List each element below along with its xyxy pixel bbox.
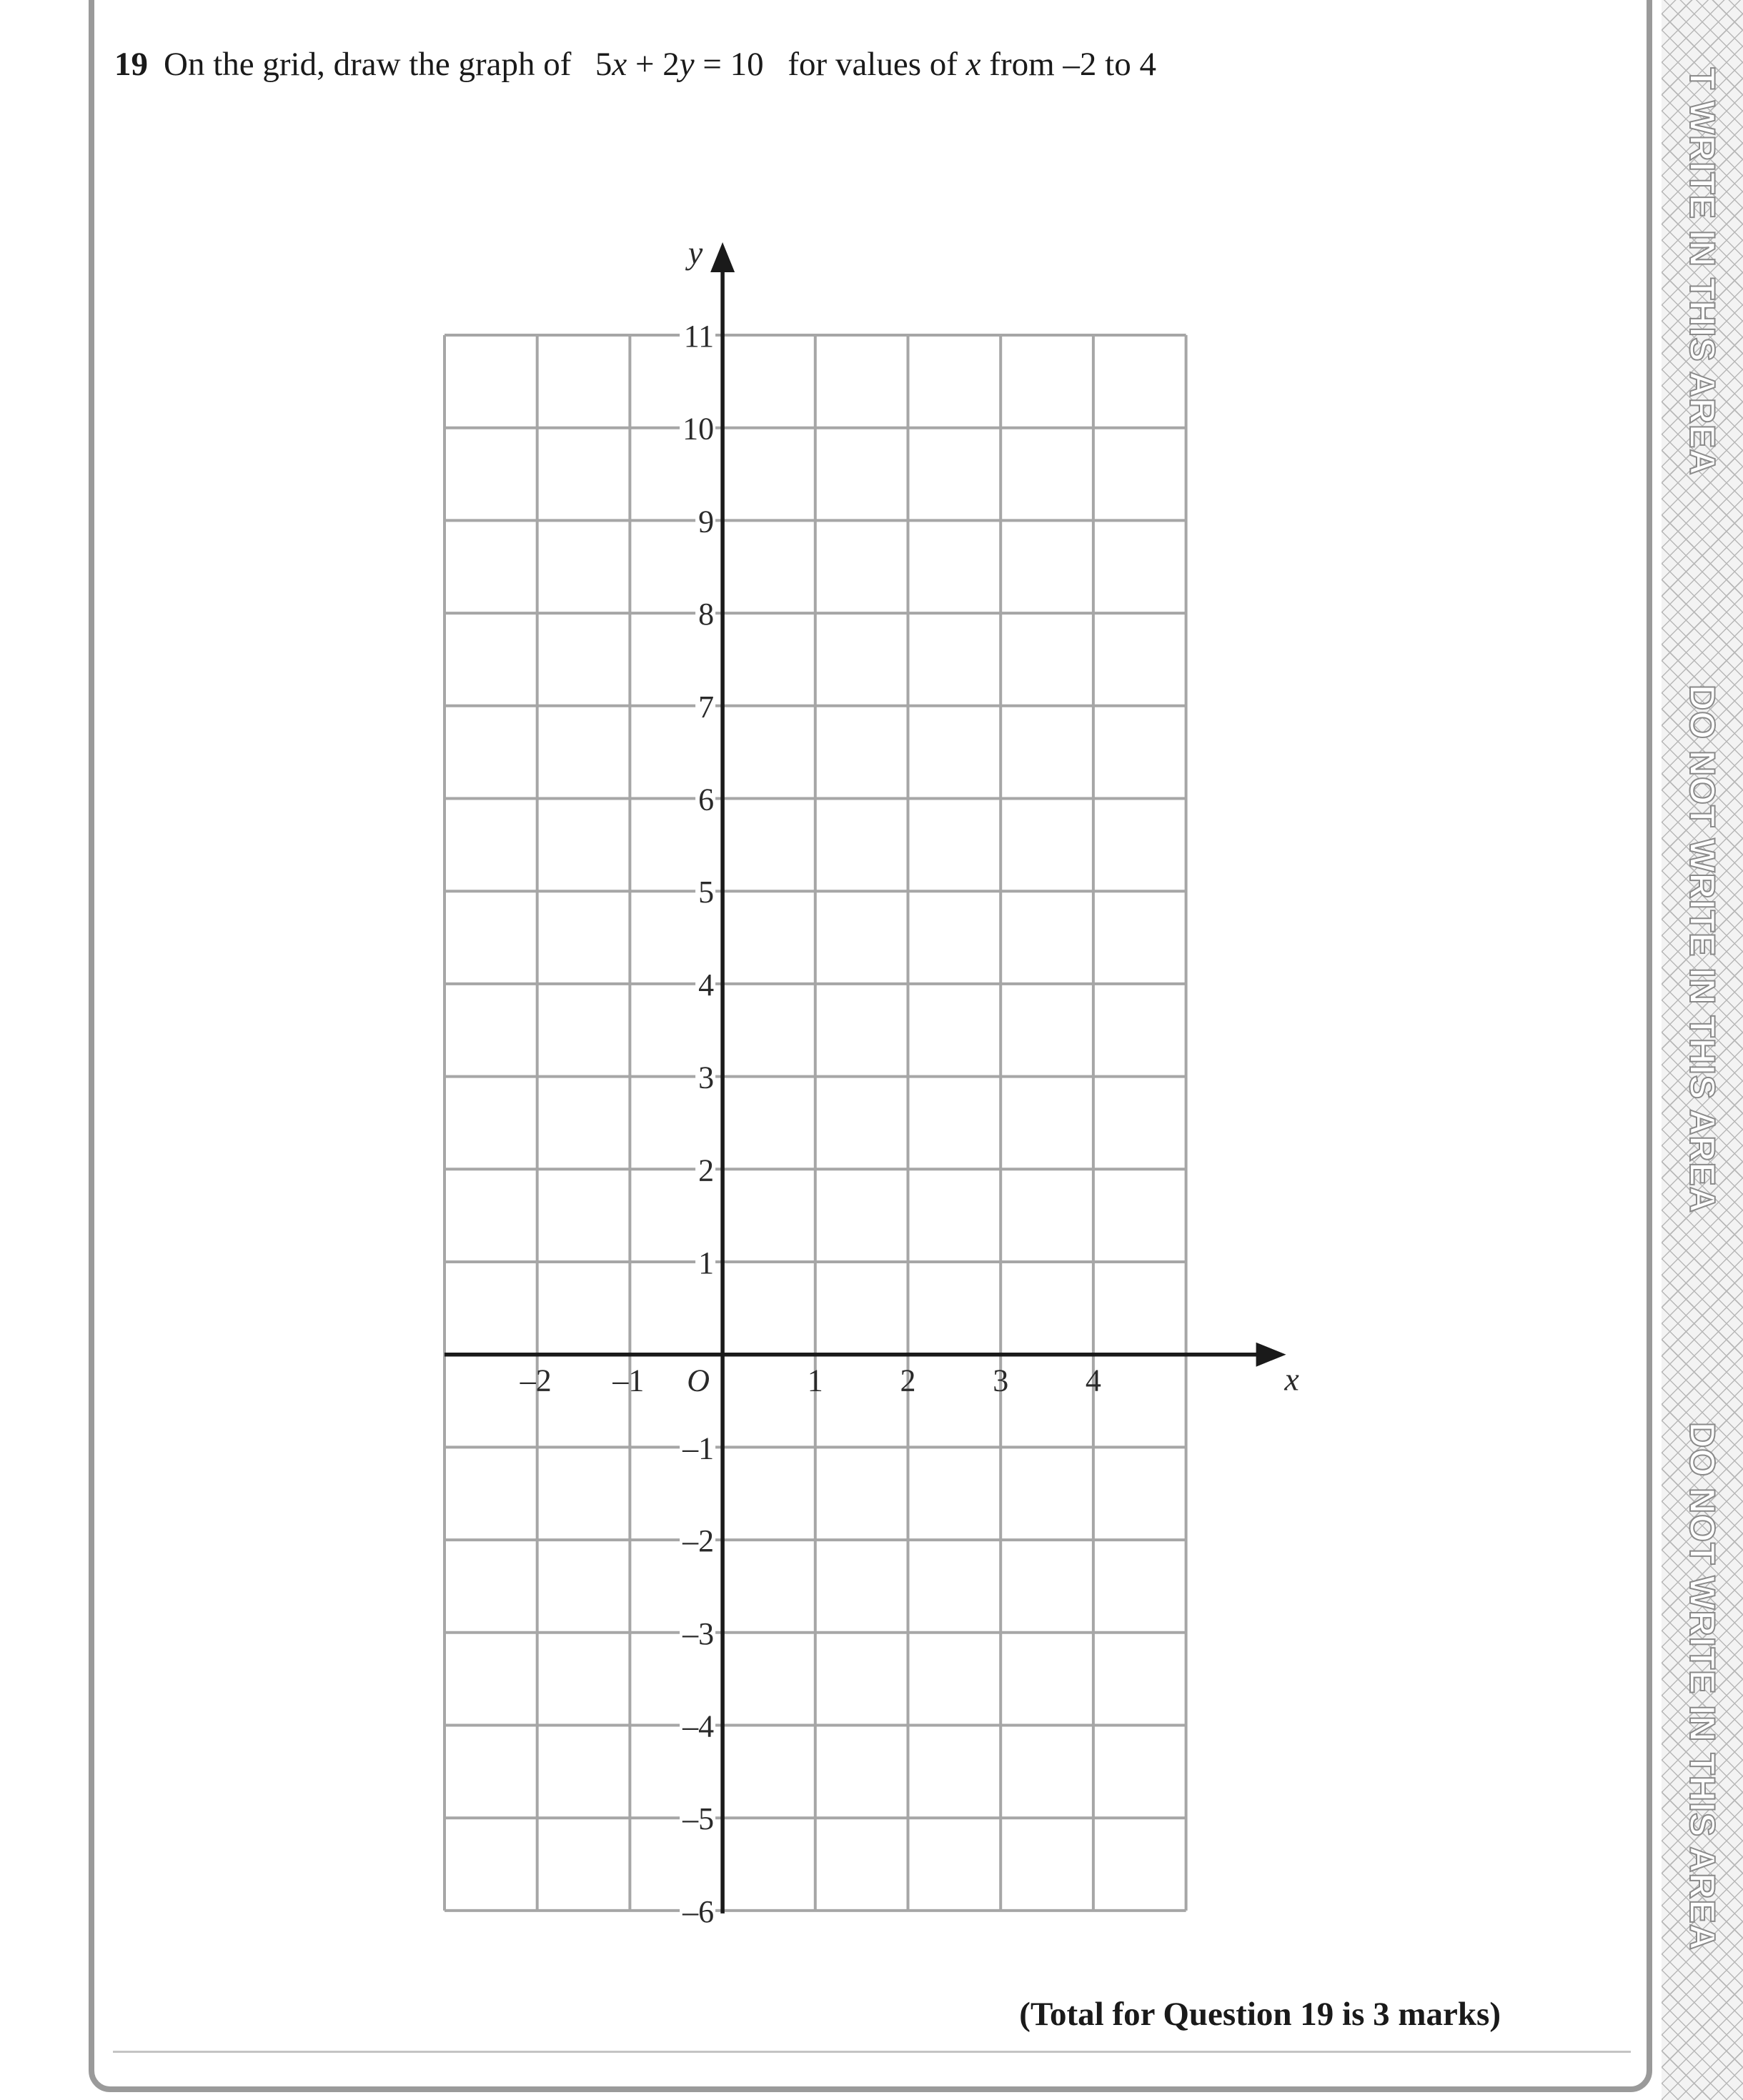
x-axis-arrow	[1256, 1343, 1286, 1367]
x-tick-label: 3	[993, 1363, 1009, 1398]
y-axis-label: y	[687, 234, 703, 271]
margin-text-1: T WRITE IN THIS AREA	[1682, 67, 1722, 476]
x-tick-label: 4	[1085, 1363, 1101, 1398]
margin-strip	[1662, 0, 1743, 2100]
question-variable: x	[965, 46, 981, 83]
y-tick-label: 1	[698, 1245, 715, 1280]
margin-text-2: DO NOT WRITE IN THIS AREA	[1682, 685, 1722, 1213]
question-text-mid: for values of	[788, 46, 958, 83]
x-tick-label: –1	[612, 1363, 645, 1398]
question-number: 19	[114, 46, 148, 83]
y-tick-label: 3	[698, 1060, 715, 1095]
tick-labels	[520, 234, 1300, 1929]
y-axis-arrow	[710, 242, 735, 272]
y-tick-label: 10	[682, 411, 715, 447]
question-text-before: On the grid, draw the graph of	[164, 46, 572, 83]
y-tick-label: 2	[698, 1153, 715, 1188]
origin-label: O	[687, 1363, 710, 1398]
bottom-rule	[113, 2051, 1631, 2053]
grid-lines	[445, 335, 1186, 1911]
y-tick-label: –4	[682, 1708, 715, 1744]
y-tick-label: 6	[698, 782, 715, 817]
y-tick-label: 11	[683, 319, 715, 354]
y-tick-label: 9	[698, 504, 715, 539]
y-tick-label: 4	[698, 967, 715, 1002]
y-tick-label: 7	[698, 689, 715, 725]
total-marks: (Total for Question 19 is 3 marks)	[1019, 1996, 1501, 2033]
margin-text-3: DO NOT WRITE IN THIS AREA	[1682, 1422, 1722, 1951]
x-tick-label: 1	[807, 1363, 823, 1398]
question-text-after: from –2 to 4	[989, 46, 1156, 83]
y-tick-label: 5	[698, 875, 715, 910]
y-tick-label: –2	[682, 1523, 715, 1559]
y-tick-label: –1	[682, 1430, 715, 1466]
y-tick-label: 8	[698, 597, 715, 632]
y-tick-label: –3	[682, 1616, 715, 1651]
x-tick-label: 2	[900, 1363, 916, 1398]
y-tick-label: –6	[682, 1894, 715, 1929]
question-equation: 5x + 2y = 10	[595, 46, 764, 83]
x-axis-label: x	[1284, 1360, 1299, 1398]
y-tick-label: –5	[682, 1801, 715, 1837]
x-tick-label: –2	[520, 1363, 552, 1398]
